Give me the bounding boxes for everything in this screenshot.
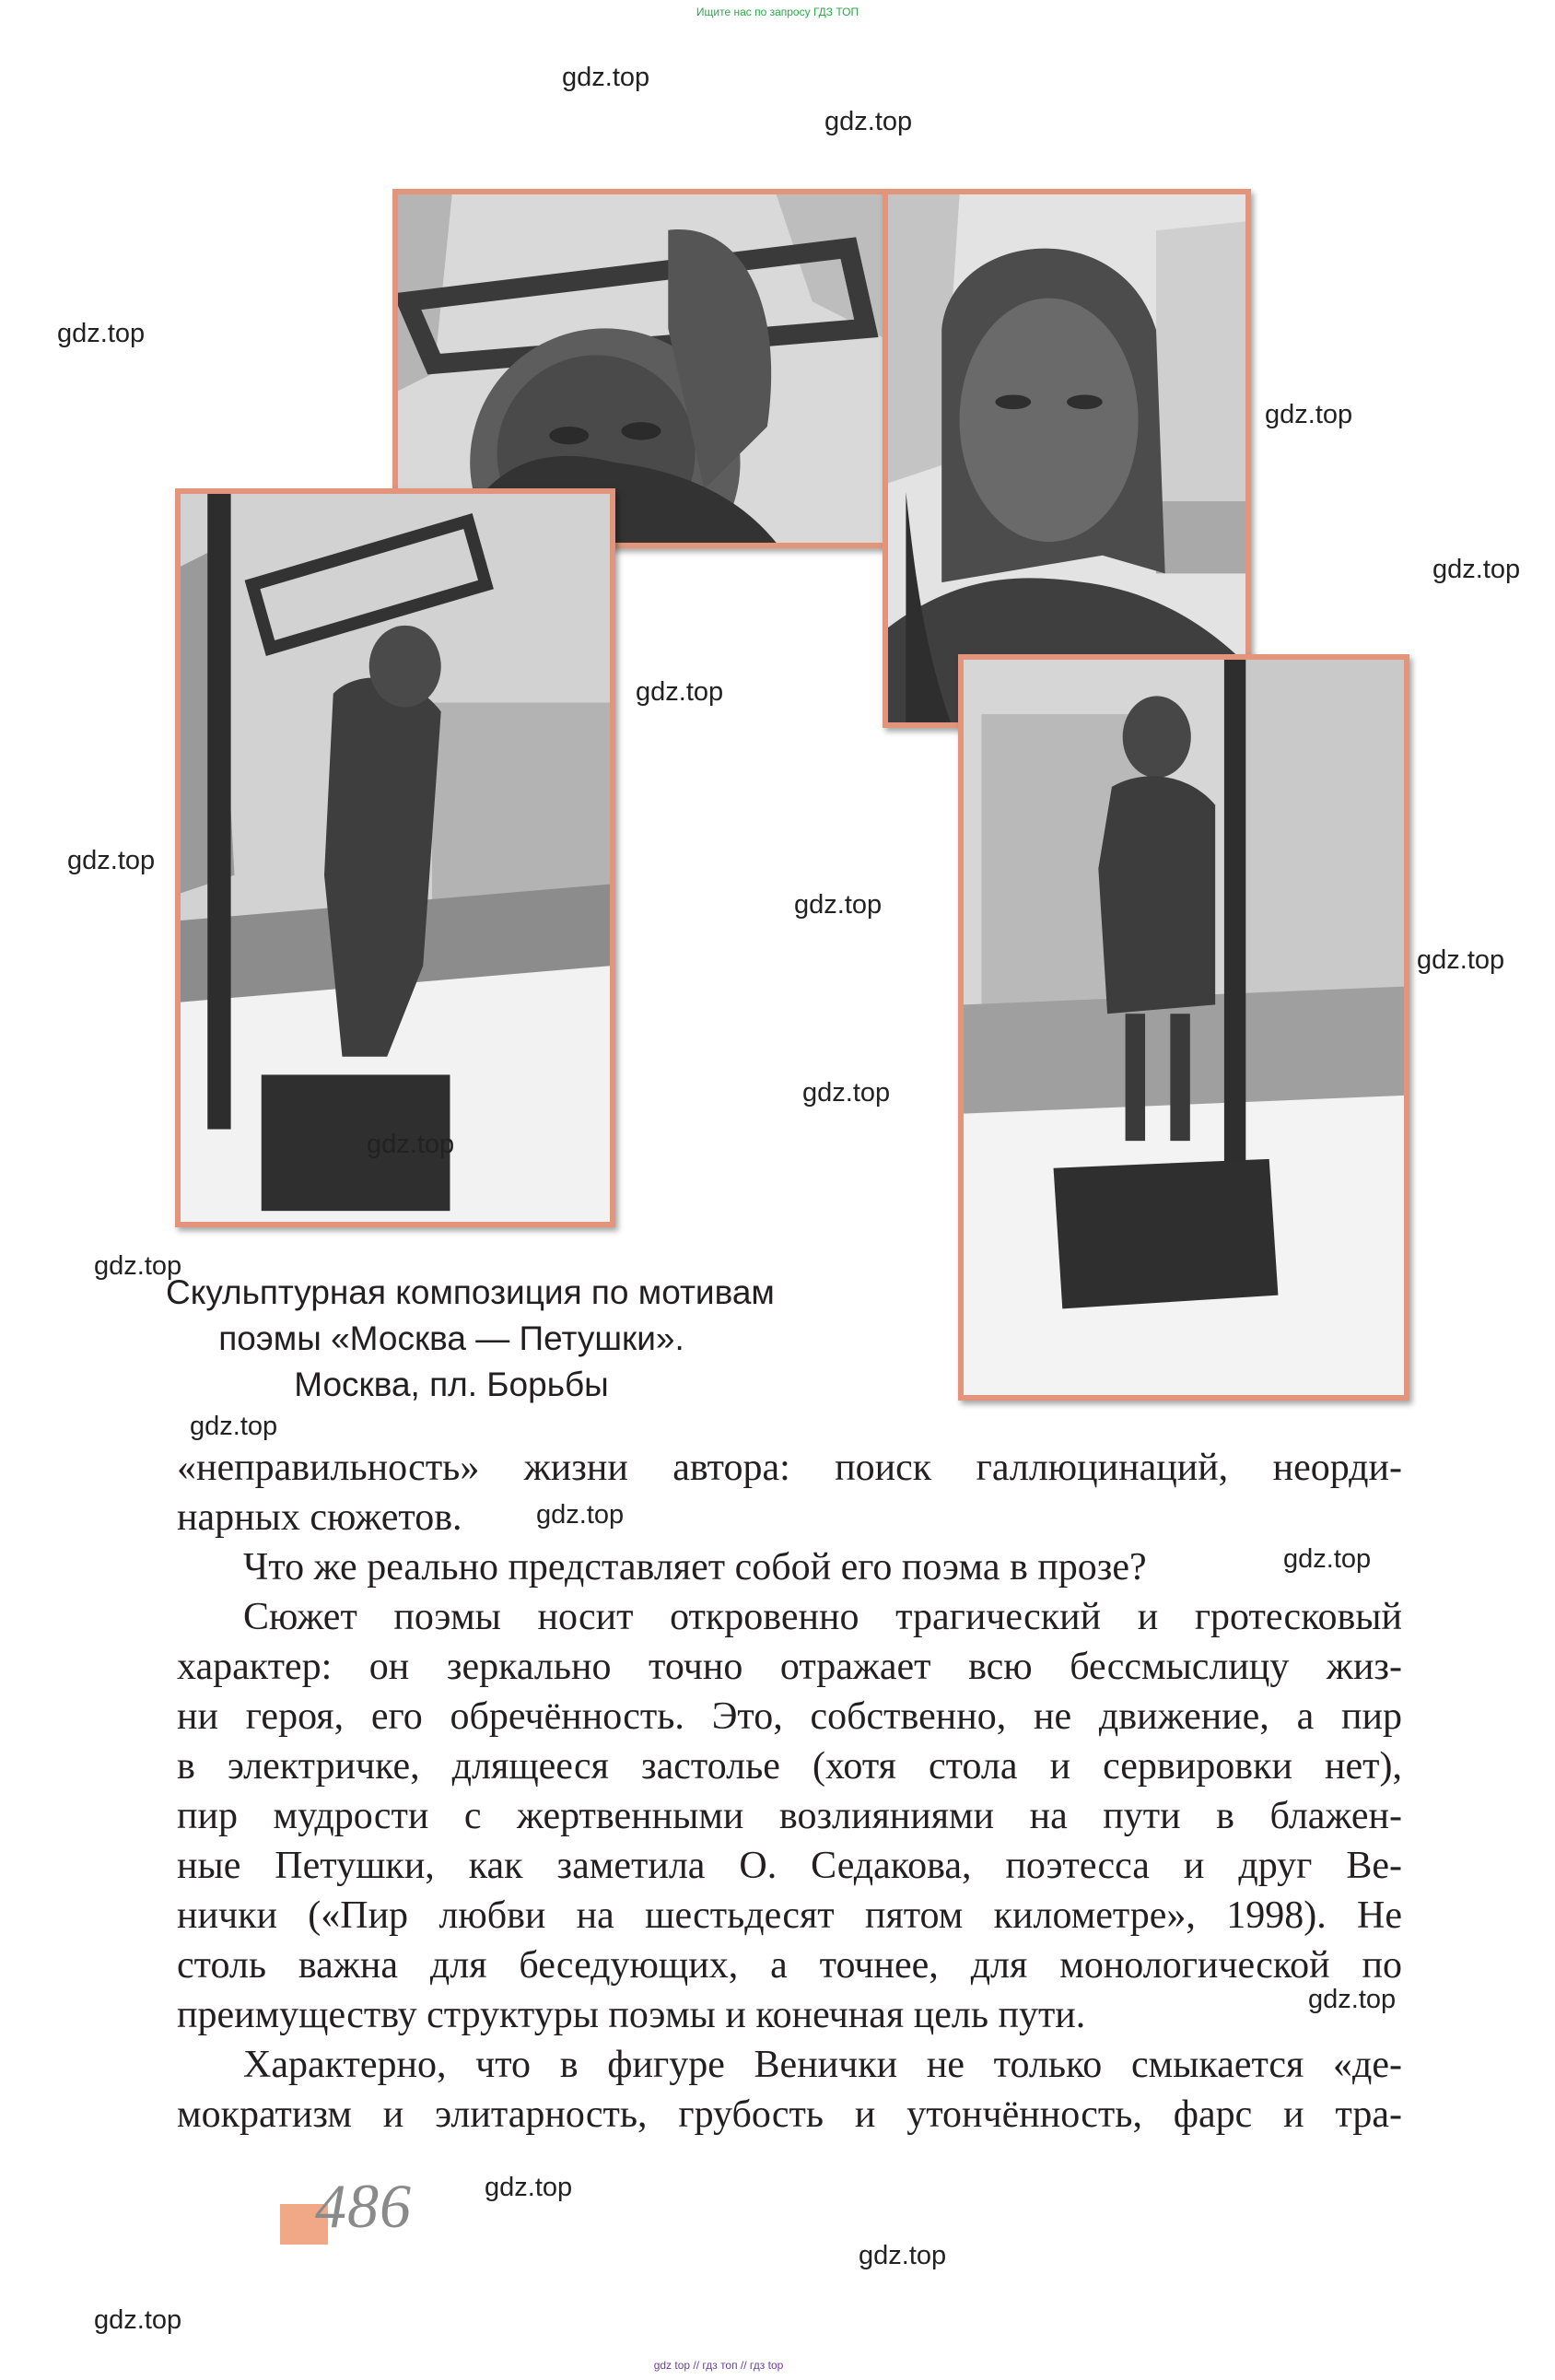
text-line: ни героя, его обречённость. Это, собственно, не движение, а пир: [177, 1695, 1402, 1738]
watermark: gdz.top: [636, 677, 724, 707]
watermark: gdz.top: [794, 890, 883, 920]
watermark: gdz.top: [536, 1500, 625, 1530]
text-line: в электричке, длящееся застолье (хотя стола и сервировки нет),: [177, 1745, 1402, 1788]
text-line: пир мудрости с жертвенными возлияниями на пути в блажен-: [177, 1795, 1402, 1837]
watermark: gdz.top: [1265, 400, 1353, 429]
photo-girl-statue: [958, 654, 1409, 1401]
watermark: gdz.top: [367, 1130, 455, 1159]
watermark: gdz.top: [1308, 1985, 1397, 2014]
watermark: gdz.top: [1417, 945, 1505, 975]
caption-line-1: Скульптурная композиция по мотивам: [166, 1273, 775, 1311]
text-line: нички («Пир любви на шестьдесят пятом километре», 1998). Не: [177, 1894, 1402, 1937]
watermark: gdz.top: [190, 1412, 278, 1441]
watermark: gdz.top: [57, 319, 146, 348]
text-line: преимуществу структуры поэмы и конечная цель пути.: [177, 1994, 1086, 2036]
watermark: gdz.top: [94, 1251, 182, 1281]
watermark: gdz.top: [859, 2241, 947, 2270]
text-line: мократизм и элитарность, грубость и утончённость, фарс и тра-: [177, 2093, 1402, 2136]
text-line: Сюжет поэмы носит откровенно трагический и гротесковый: [243, 1596, 1402, 1638]
page-number: 486: [315, 2171, 412, 2241]
girl-face-image: [888, 194, 1245, 722]
watermark: gdz.top: [67, 846, 156, 875]
top-banner[interactable]: Ищите нас по запросу ГДЗ ТОП: [696, 6, 859, 18]
watermark: gdz.top: [1283, 1544, 1372, 1574]
text-line: нарных сюжетов.: [177, 1496, 462, 1539]
watermark: gdz.top: [802, 1078, 891, 1108]
text-line: Что же реально представляет собой его поэма в прозе?: [243, 1546, 1147, 1589]
photo-man-statue: [175, 488, 615, 1227]
watermark: gdz.top: [1432, 555, 1521, 584]
text-line: характер: он зеркально точно отражает всю бессмыслицу жиз-: [177, 1646, 1402, 1688]
text-line: «неправильность» жизни автора: поиск галлюцинаций, неорди-: [177, 1447, 1402, 1489]
caption-line-3: Москва, пл. Борьбы: [294, 1366, 609, 1403]
text-line: столь важна для беседующих, а точнее, для монологической по: [177, 1944, 1402, 1987]
watermark: gdz.top: [94, 2305, 182, 2335]
watermark: gdz.top: [485, 2173, 573, 2202]
bottom-banner[interactable]: gdz top // гдз топ // гдз top: [653, 2359, 784, 2372]
photo-caption: [166, 1270, 775, 1408]
watermark: gdz.top: [824, 107, 913, 136]
man-statue-image: [181, 494, 610, 1222]
caption-line-2: поэмы «Москва — Петушки».: [218, 1319, 684, 1357]
photo-girl-closeup: [883, 189, 1251, 728]
watermark: gdz.top: [562, 63, 650, 92]
text-line: ные Петушки, как заметила О. Седакова, поэтесса и друг Ве-: [177, 1845, 1402, 1887]
text-line: Характерно, что в фигуре Венички не только смыкается «де-: [243, 2044, 1402, 2086]
girl-statue-image: [964, 660, 1404, 1395]
